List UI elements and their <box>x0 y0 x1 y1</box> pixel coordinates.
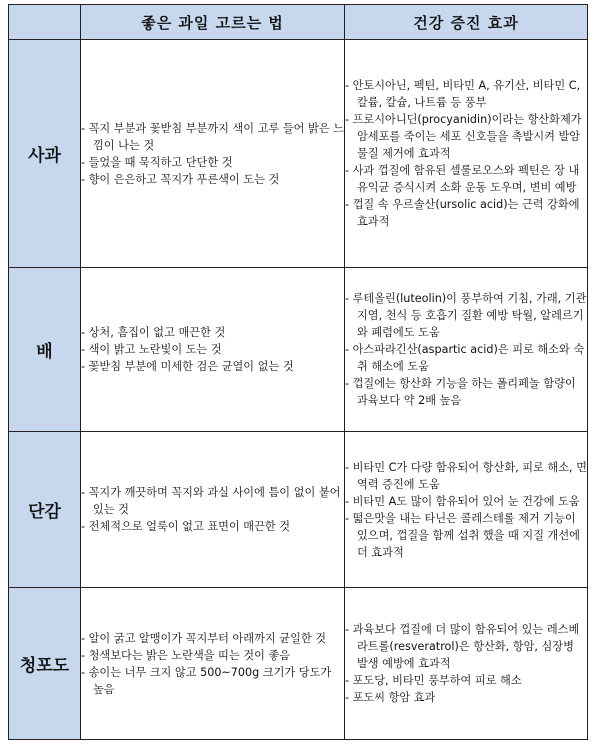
fruit-guide-table <box>8 4 588 740</box>
pick-cell <box>81 588 345 740</box>
table-header-row <box>9 5 588 40</box>
fruit-name-cell: 단감 <box>9 432 81 588</box>
header-how-to-pick: 좋은 과일 고르는 법 <box>81 5 345 40</box>
pick-item: - 청색보다는 밝은 노란색을 띠는 것이 좋음 <box>81 648 291 662</box>
pick-cell <box>81 40 345 268</box>
health-item: - 과육보다 껍질에 더 많이 함유되어 있는 레스베라트롤(resveratrol)은 항산화, 항암, 심장병 발생 예방에 효과적 <box>345 623 580 670</box>
table-row-apple <box>9 40 588 268</box>
health-cell <box>345 588 588 740</box>
health-cell <box>345 268 588 432</box>
pick-item: - 꼭지 부분과 꽃받침 부분까지 색이 고루 들어 밝은 느낌이 나는 것 <box>81 121 344 152</box>
pick-item: - 송이는 너무 크지 않고 500~700g 크기가 당도가 높음 <box>81 665 332 696</box>
health-item: - 사과 껍질에 함유된 셀룰로오스와 펙틴은 장 내 유익균 증식시켜 소화 운동 도우며, 변비 예방 <box>345 164 580 194</box>
table-row-persimmon <box>9 432 588 588</box>
fruit-name-cell: 청포도 <box>9 588 81 740</box>
pick-cell <box>81 432 345 588</box>
health-item: - 루테올린(luteolin)이 풍부하여 기침, 가래, 기관지염, 천식 등 호흡기 질환 예방 탁월, 알레르기와 폐렴에도 도움 <box>345 292 587 339</box>
health-item: - 껍질에는 항산화 기능을 하는 폴리페놀 함량이 과육보다 약 2배 높음 <box>345 377 576 407</box>
fruit-name-cell: 사과 <box>9 40 81 268</box>
pick-item: - 꽃받침 부분에 미세한 검은 균열이 없는 것 <box>81 360 294 373</box>
health-item: - 프로시아니딘(procyanidin)이라는 항산화제가 암세포를 죽이는 세포 신호들을 촉발시켜 발암물질 제거에 효과적 <box>345 113 582 160</box>
pick-item: - 상처, 흠집이 없고 매끈한 것 <box>81 326 226 339</box>
health-item: - 안토시아닌, 펙틴, 비타민 A, 유기산, 비타민 C, 칼륨, 칼슘, 나트륨 등 풍부 <box>345 79 581 109</box>
pick-item: - 알이 굵고 알맹이가 꼭지부터 아래까지 균일한 것 <box>81 631 327 645</box>
pick-item: - 색이 밝고 노란빛이 도는 것 <box>81 343 222 356</box>
health-cell <box>345 432 588 588</box>
health-item: - 떫은맛을 내는 타닌은 콜레스테롤 제거 기능이 있으며, 껍질을 함께 섭취 했을 때 지질 개선에 더 효과적 <box>345 511 580 559</box>
health-item: - 비타민 A도 많이 함유되어 있어 눈 건강에 도움 <box>345 494 580 508</box>
health-item: - 비타민 C가 다량 함유되어 항산화, 피로 해소, 면역력 증진에 도움 <box>345 460 587 491</box>
table-row-pear <box>9 268 588 432</box>
health-item: - 껍질 속 우르솔산(ursolic acid)는 근력 강화에 효과적 <box>345 198 580 228</box>
header-health-benefits: 건강 증진 효과 <box>345 5 588 40</box>
header-fruit-name <box>9 5 81 40</box>
health-item: - 아스파라긴산(aspartic acid)은 피로 해소와 숙취 해소에 도움 <box>345 343 585 373</box>
pick-item: - 향이 은은하고 꼭지가 푸른색이 도는 것 <box>81 172 280 186</box>
pick-cell <box>81 268 345 432</box>
health-item: - 포도당, 비타민 풍부하여 피로 해소 <box>345 674 522 687</box>
pick-item: - 전체적으로 얼룩이 없고 표면이 매끈한 것 <box>81 520 291 533</box>
pick-item: - 꼭지가 깨끗하며 꼭지와 과실 사이에 틈이 없이 붙어있는 것 <box>81 486 341 516</box>
table-row-green-grape <box>9 588 588 740</box>
health-item: - 포도씨 항암 효과 <box>345 691 436 704</box>
fruit-name-cell: 배 <box>9 268 81 432</box>
health-cell <box>345 40 588 268</box>
pick-item: - 들었을 때 묵직하고 단단한 것 <box>81 155 233 169</box>
